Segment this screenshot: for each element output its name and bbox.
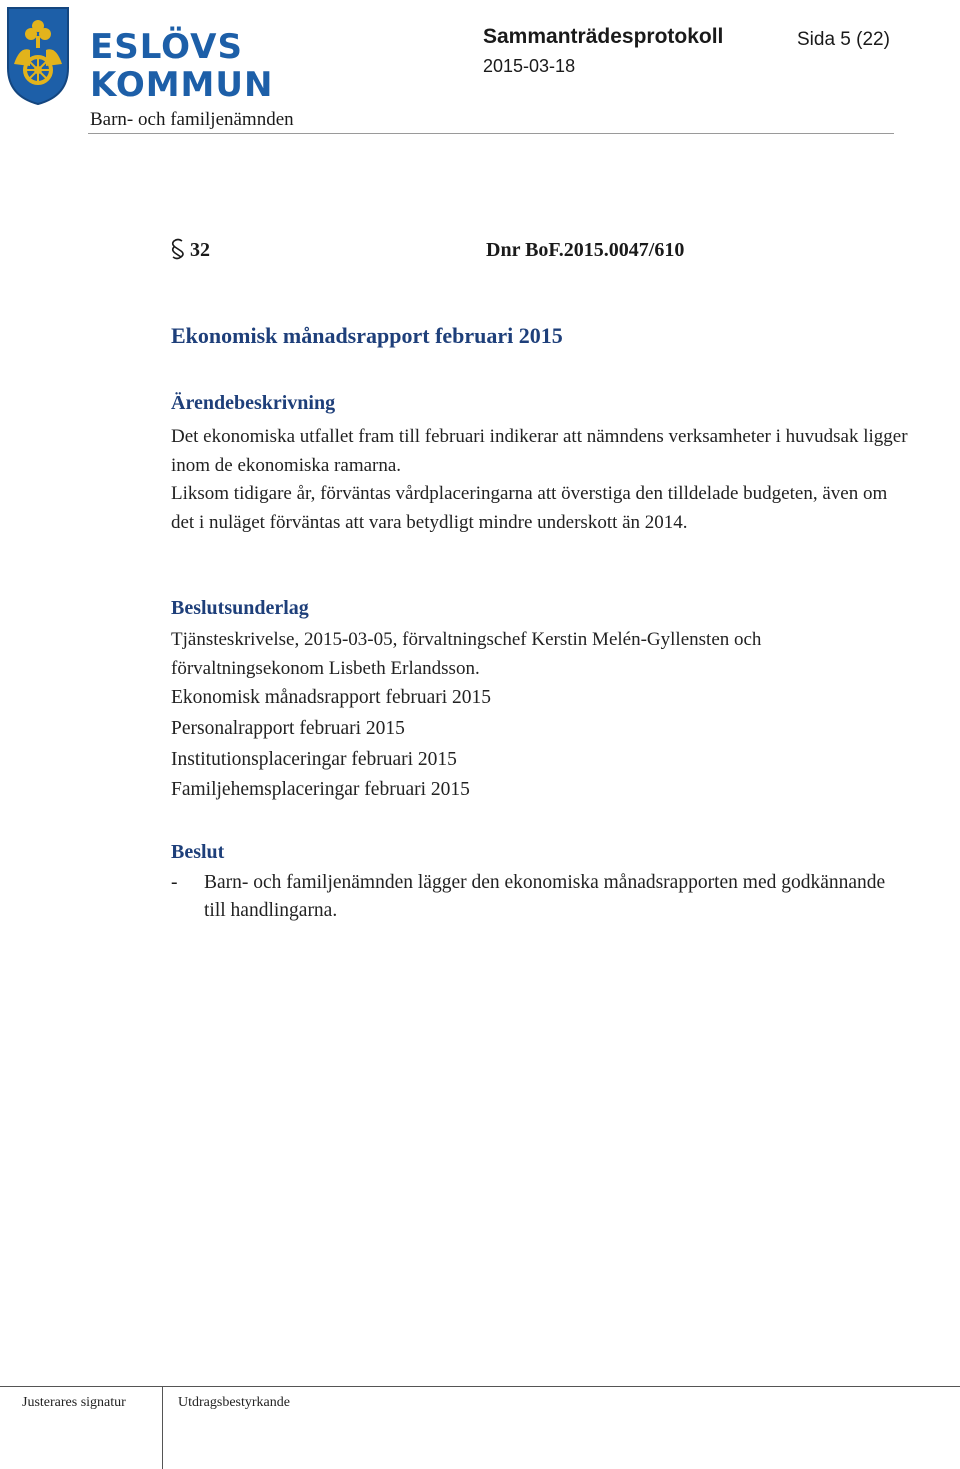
committee-name: Barn- och familjenämnden <box>90 109 294 130</box>
wordmark-line-2: KOMMUN <box>90 65 274 105</box>
document-type: Sammanträdesprotokoll <box>483 25 724 48</box>
extract-label: Utdragsbestyrkande <box>178 1395 290 1410</box>
header-divider <box>88 133 894 134</box>
description-paragraph-1: Det ekonomiska utfallet fram till februari indikerar att nämndens verksamheter i huvudsak ligger inom de ekonomiska ramarna. <box>171 426 908 476</box>
item-number: 32 <box>190 239 210 261</box>
municipality-wordmark <box>90 28 273 104</box>
case-number: Dnr BoF.2015.0047/610 <box>486 239 685 261</box>
signature-footer <box>0 1386 960 1469</box>
decision-text: Barn- och familjenämnden lägger den ekonomiska månadsrapporten med godkännande till handlingarna. <box>204 872 886 921</box>
description-paragraph-2: Liksom tidigare år, förväntas vårdplaceringarna att överstiga den tilldelade budgeten, även om det i nuläget förväntas att vara betydligt mindre underskott än 2014. <box>171 483 888 533</box>
item-title: Ekonomisk månadsrapport februari 2015 <box>171 323 563 348</box>
meeting-date: 2015-03-18 <box>483 56 576 76</box>
description-heading: Ärendebeskrivning <box>171 392 336 414</box>
page-number: Sida 5 (22) <box>797 29 890 50</box>
basis-item-4: Familjehemsplaceringar februari 2015 <box>171 779 470 800</box>
footer-divider <box>0 1386 960 1387</box>
basis-item-3: Institutionsplaceringar februari 2015 <box>171 749 457 770</box>
signature-label: Justerares signatur <box>22 1395 126 1410</box>
basis-heading: Beslutsunderlag <box>171 597 309 619</box>
municipal-crest-icon <box>6 6 70 106</box>
section-sign-icon <box>168 237 188 265</box>
wordmark-line-1: ESLÖVS <box>90 27 243 67</box>
basis-paragraph: Tjänsteskrivelse, 2015-03-05, förvaltningschef Kerstin Melén-Gyllensten och förvaltningsekonom Lisbeth Erlandsson. <box>171 629 762 679</box>
decision-bullet: - <box>171 872 178 893</box>
basis-item-1: Ekonomisk månadsrapport februari 2015 <box>171 687 492 708</box>
basis-item-2: Personalrapport februari 2015 <box>171 718 405 739</box>
decision-heading: Beslut <box>171 841 225 863</box>
footer-column-divider <box>162 1386 163 1469</box>
